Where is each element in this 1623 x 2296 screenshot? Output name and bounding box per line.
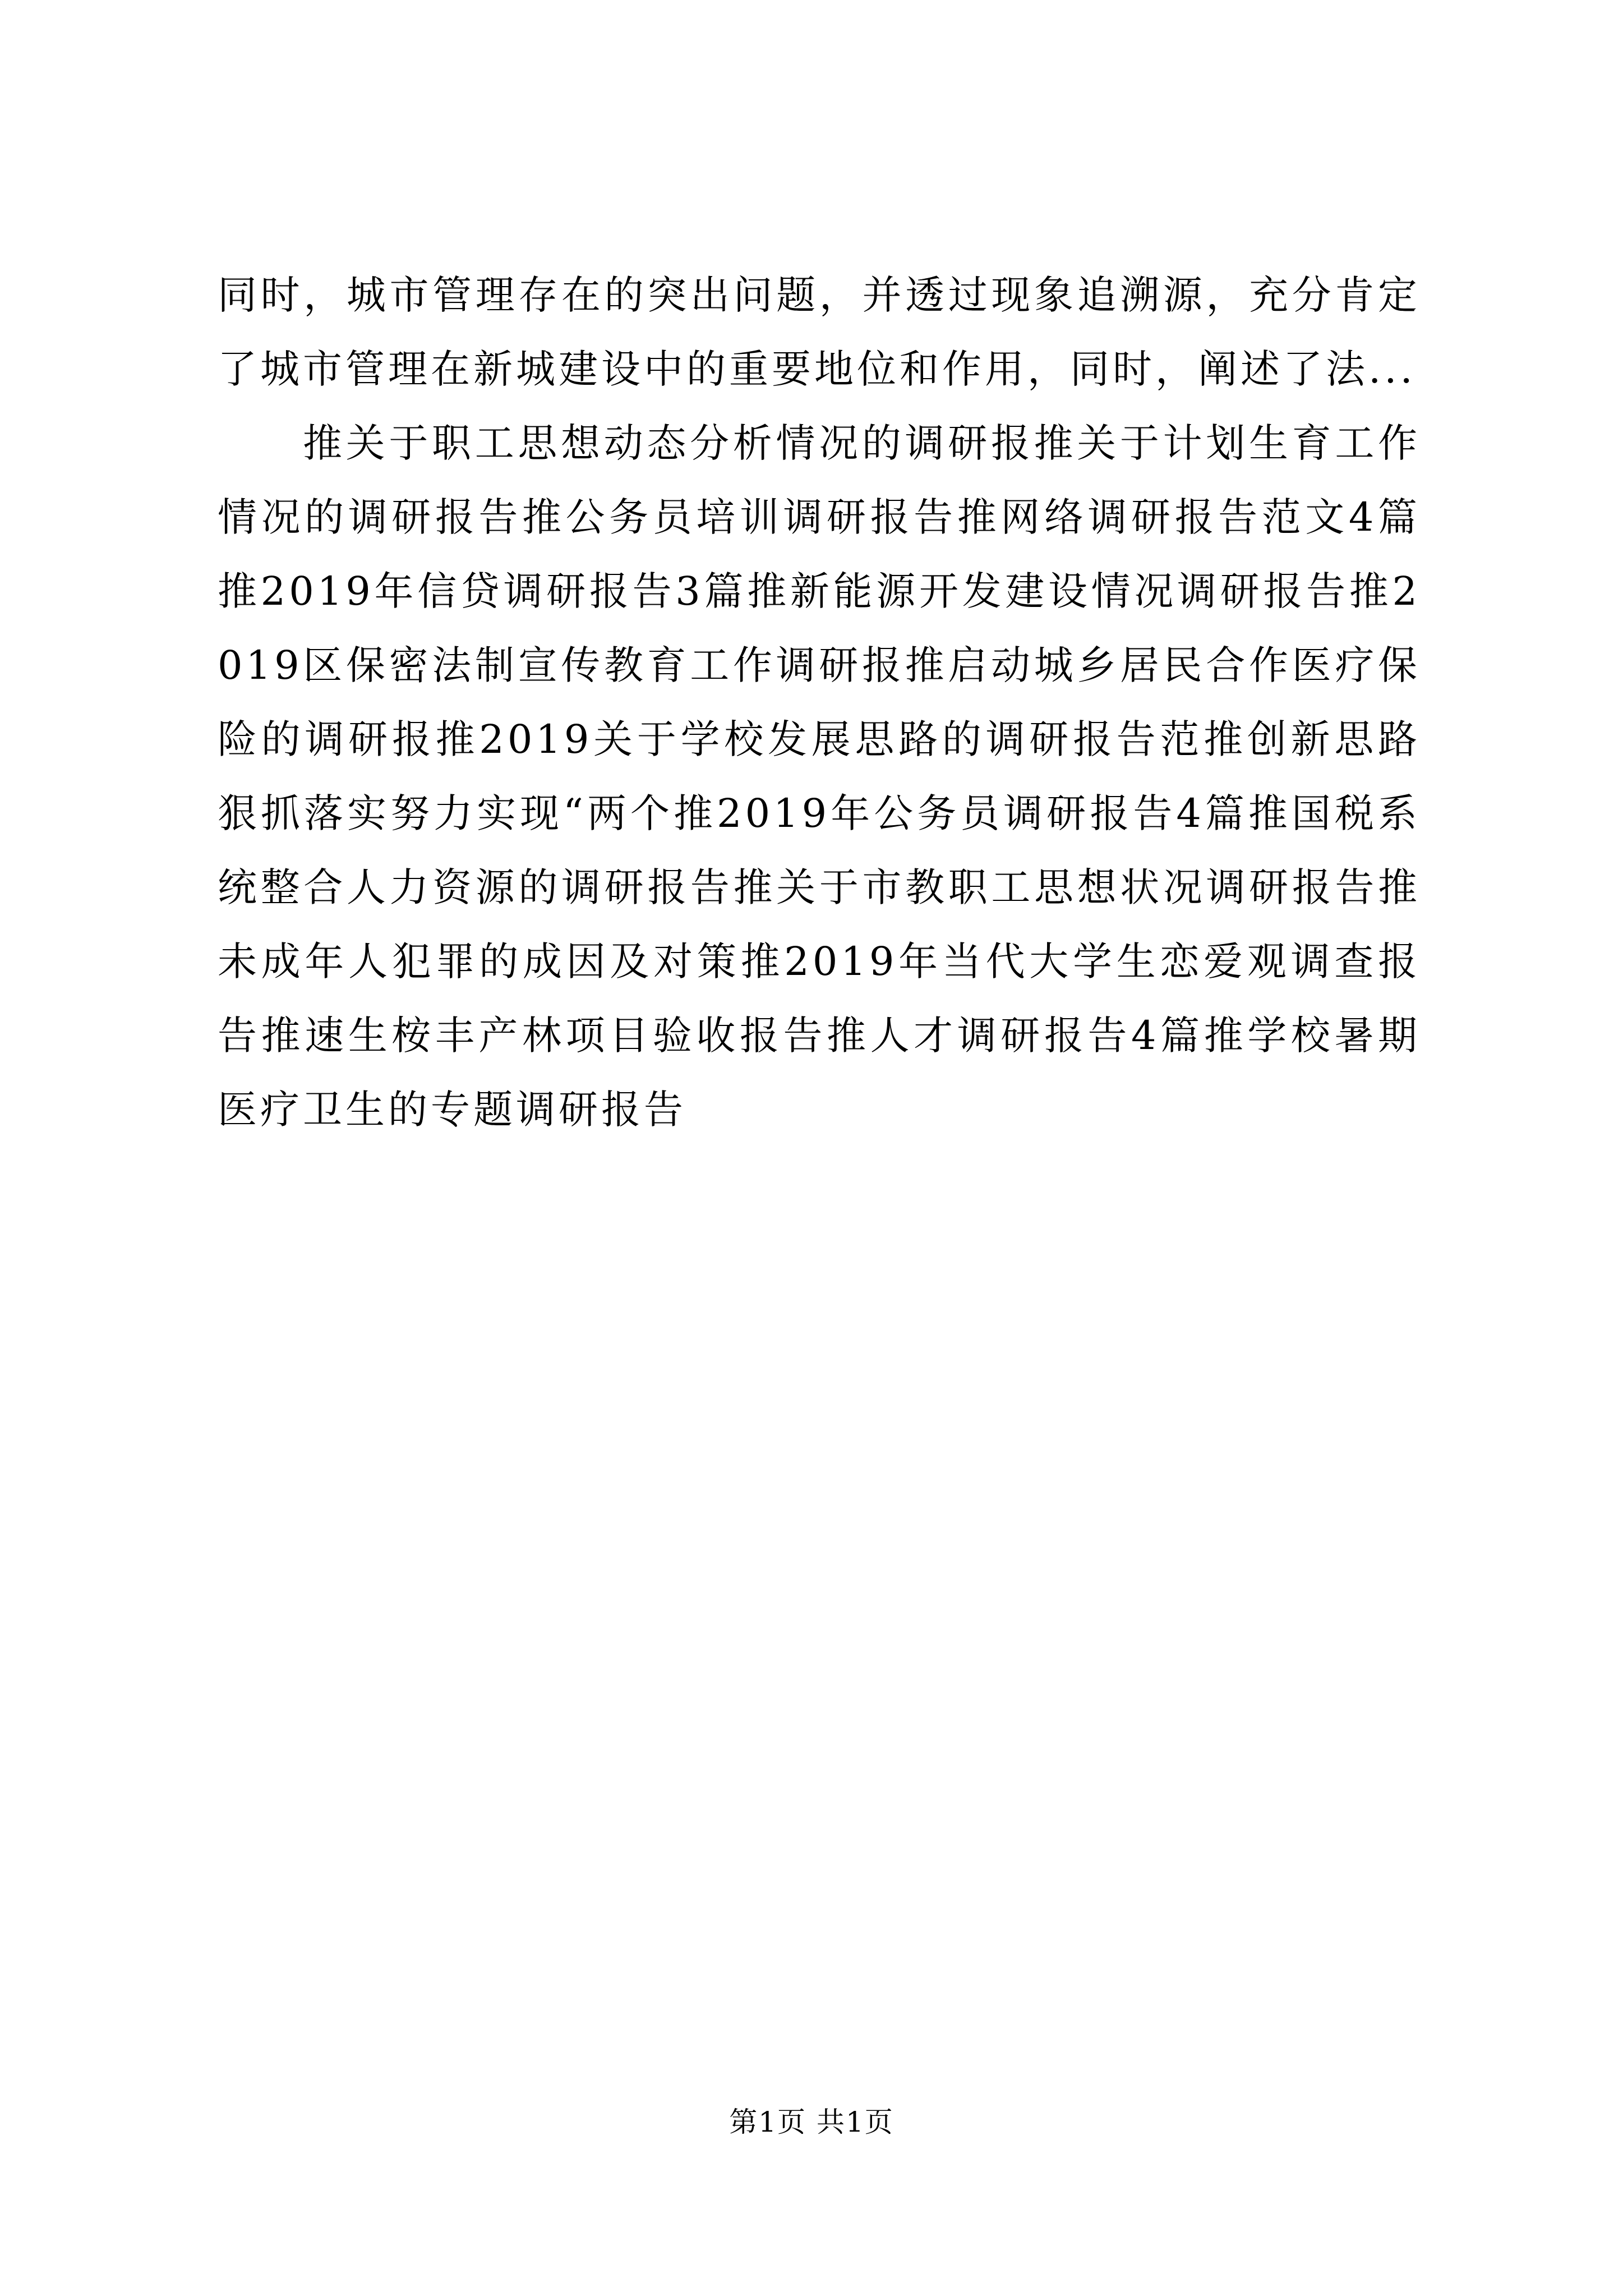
document-body bbox=[218, 258, 1421, 1147]
paragraph-continued: 同时，城市管理存在的突出问题，并透过现象追溯源，充分肯定了城市管理在新城建设中的重要地位和作用，同时，阐述了法... bbox=[218, 272, 1421, 392]
paragraph-related-links: 推关于职工思想动态分析情况的调研报推关于计划生育工作情况的调研报告推公务员培训调研报告推网络调研报告范文4篇推2019年信贷调研报告3篇推新能源开发建设情况调研报告推2019区保密法制宣传教育工作调研报推启动城乡居民合作医疗保险的调研报推2019关于学校发展思路的调研报告范推创新思路狠抓落实努力实现“两个推2019年公务员调研报告4篇推国税系统整合人力资源的调研报告推关于市教职工思想状况调研报告推未成年人犯罪的成因及对策推2019年当代大学生恋爱观调查报告推速生桉丰产林项目验收报告推人才调研报告4篇推学校暑期医疗卫生的专题调研报告 bbox=[218, 420, 1421, 1133]
page-footer: 第1页 共1页 bbox=[729, 2106, 894, 2138]
